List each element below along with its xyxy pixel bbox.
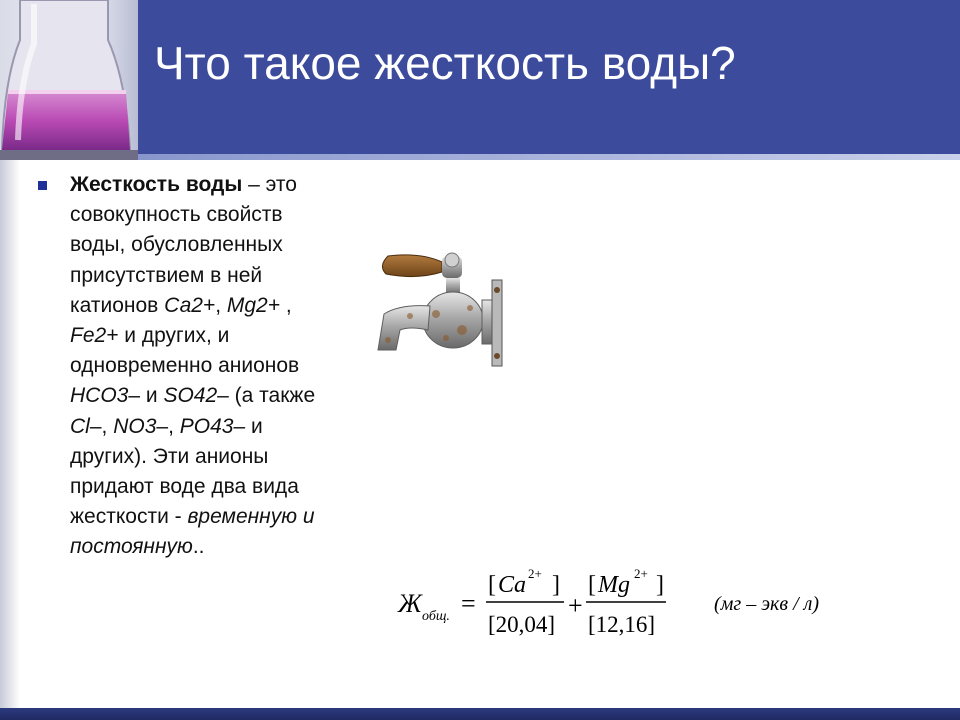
mg-bracket-open: [ — [588, 572, 596, 598]
left-edge-decoration — [0, 160, 20, 708]
formula-units: (мг – экв / л) — [714, 593, 820, 615]
hardness-types: временную и постоянную — [70, 505, 315, 559]
ion-so4: SO42 — [163, 384, 218, 408]
text-run: , — [215, 293, 227, 317]
text-run: и других, и одновременно анионов — [70, 324, 300, 378]
numerator-ca: Ca — [498, 572, 527, 598]
formula-lhs-subscript: общ. — [422, 609, 450, 624]
formula-lhs: Ж — [398, 589, 422, 618]
title-bar — [0, 0, 960, 160]
text-run: – и — [128, 384, 164, 408]
slide-title: Что такое жесткость воды? — [154, 37, 736, 89]
definition-text — [70, 170, 340, 563]
text-run: – это совокупность свойств воды, обусловленных присутствием в ней катионов — [70, 173, 297, 317]
ion-fe: Fe2+ — [70, 324, 119, 348]
numerator-mg-close: ] — [656, 572, 664, 598]
numerator-mg: Mg — [598, 572, 630, 598]
faucet-image — [370, 250, 510, 385]
ion-hco3: HCO3 — [70, 384, 129, 408]
bottom-bar — [0, 708, 960, 720]
equals-sign: = — [461, 589, 476, 618]
text-run: .. — [192, 535, 205, 559]
title-underline — [138, 154, 960, 160]
numerator-ca-close: ] — [552, 572, 560, 598]
ion-cl: Cl — [70, 414, 90, 438]
text-run: – (а также — [217, 384, 316, 408]
numerator-ca-charge: 2+ — [528, 566, 542, 581]
numerator-mg-charge: 2+ — [634, 566, 648, 581]
ca-bracket-open: [ — [488, 572, 496, 598]
bullet-icon — [38, 181, 47, 190]
text-run: –, — [89, 414, 114, 438]
ion-mg: Mg2+ — [226, 293, 280, 317]
ion-po4: PO43 — [179, 414, 234, 438]
ion-ca: Са2+ — [164, 293, 216, 317]
denominator-1: [20,04] — [488, 612, 556, 637]
text-run: – и других). Эти анионы придают воде два вида жесткости - — [70, 414, 299, 529]
denominator-2: [12,16] — [588, 612, 656, 637]
ion-no3: NO3 — [113, 414, 157, 438]
flask-image — [0, 0, 138, 160]
text-run: –, — [156, 414, 180, 438]
hardness-formula — [388, 564, 858, 653]
term: Жесткость воды — [70, 173, 243, 196]
text-run: , — [280, 293, 292, 317]
plus-sign: + — [568, 591, 583, 620]
